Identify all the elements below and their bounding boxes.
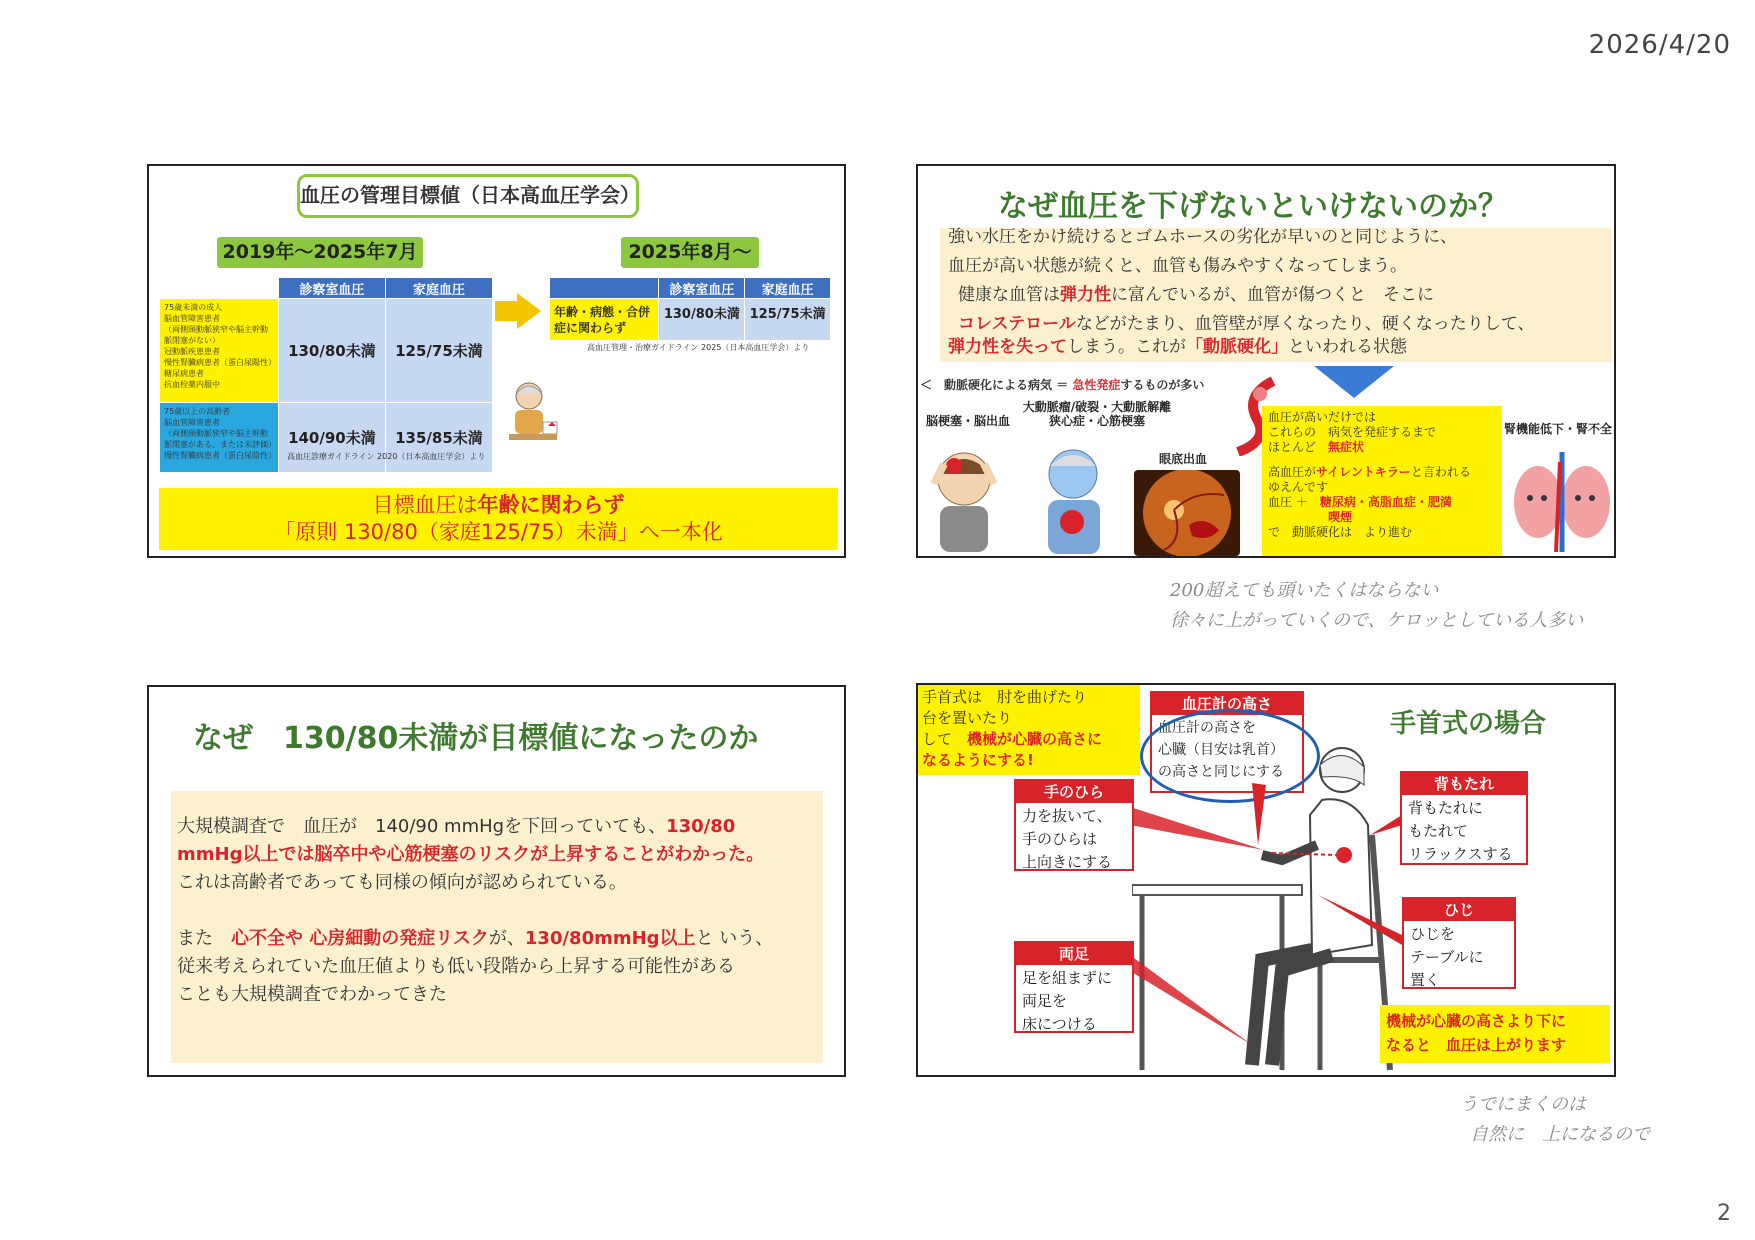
palm-tag: 手のひら [1016,781,1132,803]
feet-box: 両足 足を組まずに 両足を 床につける [1014,941,1134,1033]
slide-wrist-monitor [916,683,1616,1077]
explanation-text: 強い水圧をかけ続けるとゴムホースの劣化が早いのと同じように、 血圧が高い状態が続くと、血管も傷みやすくなってしまう。 健康な血管は弾力性に富んでいるが、血管が傷つくと そこに コレステロールなどがたまり、血管壁が厚くなったり、硬くなったりして、 弾力性を失ってしまう。これが「動脈硬化」といわれる状態 [948,227,1535,357]
seated-person-illustration [1132,745,1402,1075]
slide2-title: なぜ血圧を下げないといけないのか？ [998,189,1508,224]
caption-fundus: 眼底出血 [1158,452,1207,466]
print-date: 2026/4/20 [1588,30,1731,60]
old-group2-conditions: 75歳以上の高齢者 脳血管障害患者 （両側頸動脈狭窄や脳主幹動脈閉塞がある、または未評価） 慢性腎臓病患者（蛋白尿陰性） [160,403,279,473]
warning-box: 機械が心臓の高さより下に なると 血圧は上がります [1380,1005,1610,1063]
old-col-home: 家庭血圧 [385,278,492,299]
handwritten-note-3: うでにまくのは [1460,1094,1586,1115]
handwritten-note-2: 徐々に上がっていくので、ケロッとしている人多い [1170,610,1584,631]
new-source: 高血圧管理・治療ガイドライン 2025（日本高血圧学会）より [587,343,810,352]
palm-box: 手のひら 力を抜いて、 手のひらは 上向きにする [1014,779,1134,871]
height-box: 血圧計の高さ 血圧計の高さを 心臓（目安は乳首） の高さと同じにする [1150,691,1304,793]
summary-line1-a: 目標血圧は [372,493,478,517]
page-number: 2 [1717,1201,1731,1226]
new-col-home: 家庭血圧 [745,278,831,299]
elbow-box: ひじ ひじを テーブルに 置く [1402,897,1516,989]
slide3-body: 大規模調査で 血圧が 140/90 mmHgを下回っていても、130/80 mmHg以上では脳卒中や心筋梗塞のリスクが上昇することがわかった。 これは高齢者であっても同様の傾向が認められている。 また 心不全や 心房細動の発症リスクが、130/80mmHg以上と いう、 従来考えられていた血圧値よりも低い段階から上昇する可能性がある ことも大規模調査でわかってきた [171,791,823,1063]
old-group1-home: 125/75未満 [385,299,492,403]
handwritten-note-1: 200超えても頭いたくはならない [1170,580,1439,601]
slide-why-130-80 [147,685,846,1077]
new-home: 125/75未満 [745,299,831,341]
new-target-table [549,277,831,341]
old-group2-home: 135/85未満 [385,403,492,473]
old-source: 高血圧診療ガイドライン 2020（日本高血圧学会）より [287,452,486,461]
new-col-office: 診察室血圧 [659,278,745,299]
caption-aorta: 大動脈瘤/破裂・大動脈解離 狭心症・心筋梗塞 [1022,400,1172,428]
feet-tag: 両足 [1016,943,1132,965]
old-col-office: 診察室血圧 [278,278,385,299]
summary-box [159,488,838,550]
period-old-tag: 2019年～2025年7月 [217,237,423,268]
wrist-note: 手首式は 肘を曲げたり 台を置いたり して 機械が心臓の高さに なるようにする! [918,685,1140,775]
backrest-tag: 背もたれ [1402,773,1526,795]
old-group2-office: 140/90未満 [278,403,385,473]
caption-kidney: 腎機能低下・腎不全 [1503,422,1612,436]
slide-why-lower-bp [916,164,1616,558]
kidney-illustration [1510,452,1614,552]
slide4-title: 手首式の場合 [1390,709,1547,739]
period-new-tag: 2025年8月～ [621,237,759,268]
fundus-photo [1134,470,1240,556]
silent-killer-panel: 血圧が高いだけでは これらの 病気を発症するまで ほとんど 無症状 高血圧がサイレントキラーと言われる ゆえんです 血圧 ＋ 糖尿病・高脂血症・肥満 喫煙 で 動脈硬化は より進む [1262,406,1502,556]
slide1-title: 血圧の管理目標値（日本高血圧学会） [297,174,639,218]
new-office: 130/80未満 [659,299,745,341]
old-group1-office: 130/80未満 [278,299,385,403]
summary-line1-b: 年齢に関わらず [477,493,625,517]
old-group1-conditions: 75歳未満の成人 脳血管障害患者 （両側頸動脈狭窄や脳主幹動脈閉塞がない） 冠動脈疾患患者 慢性腎臓病患者（蛋白尿陽性） 糖尿病患者 抗血栓薬内服中 [160,299,279,403]
backrest-box: 背もたれ 背もたれに もたれて リラックスする [1400,771,1528,865]
disease-note: ＜ 動脈硬化による病気 ＝ 急性発症するものが多い [920,378,1205,392]
elderly-man-illustration [505,378,561,444]
height-tag: 血圧計の高さ [1152,693,1302,715]
slide3-title: なぜ 130/80未満が目標値になったのか [193,721,759,756]
summary-line2: 「原則 130/80（家庭125/75）未満」へ一本化 [274,520,723,544]
headache-person-illustration [920,434,1008,554]
handwritten-note-4: 自然に 上になるので [1470,1124,1650,1145]
down-arrow-icon [1314,366,1394,398]
new-condition: 年齢・病態・合併症に関わらず [550,299,659,341]
old-target-table [159,277,493,473]
chest-pain-person-illustration [1028,436,1118,556]
caption-stroke: 脳梗塞・脳出血 [925,414,1010,428]
slide-bp-targets [147,164,846,558]
elbow-tag: ひじ [1404,899,1514,921]
